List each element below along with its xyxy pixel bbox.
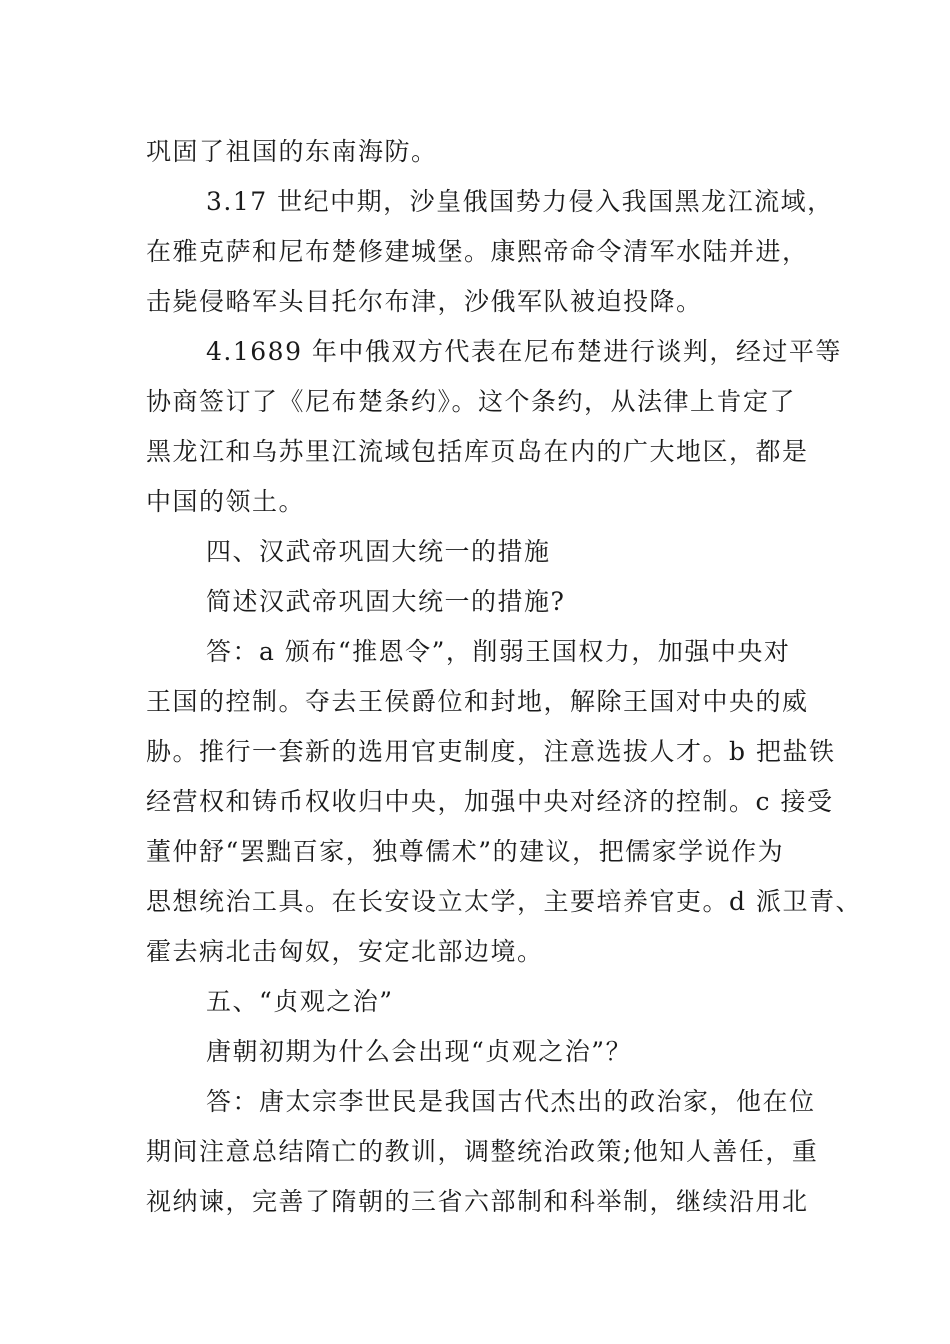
text-line: 视纳谏，完善了隋朝的三省六部制和科举制，继续沿用北 [146, 1187, 809, 1216]
text-line: 3.17 世纪中期，沙皇俄国势力侵入我国黑龙江流域， [206, 187, 834, 216]
text-line: 期间注意总结隋亡的教训，调整统治政策;他知人善任，重 [146, 1137, 819, 1166]
text-line: 黑龙江和乌苏里江流域包括库页岛在内的广大地区，都是 [146, 437, 809, 466]
text-line: 霍去病北击匈奴，安定北部边境。 [146, 937, 544, 966]
section-heading: 五、“贞观之治” [206, 987, 394, 1016]
text-line: 胁。推行一套新的选用官吏制度，注意选拔人才。b 把盐铁 [146, 737, 836, 766]
question-text: 唐朝初期为什么会出现“贞观之治”？ [206, 1037, 633, 1066]
text-line: 王国的控制。夺去王侯爵位和封地，解除王国对中央的威 [146, 687, 809, 716]
text-line: 击毙侵略军头目托尔布津，沙俄军队被迫投降。 [146, 287, 703, 316]
question-text: 简述汉武帝巩固大统一的措施? [206, 587, 566, 616]
text-line: 巩固了祖国的东南海防。 [146, 137, 438, 166]
text-line: 中国的领土。 [146, 487, 306, 516]
text-line: 在雅克萨和尼布楚修建城堡。康熙帝命令清军水陆并进， [146, 237, 809, 266]
text-line: 协商签订了《尼布楚条约》。这个条约，从法律上肯定了 [146, 387, 797, 416]
answer-text: 答：唐太宗李世民是我国古代杰出的政治家，他在位 [206, 1087, 816, 1116]
text-line: 4.1689 年中俄双方代表在尼布楚进行谈判，经过平等 [206, 337, 842, 366]
section-heading: 四、汉武帝巩固大统一的措施 [206, 537, 551, 566]
text-line: 经营权和铸币权收归中央，加强中央对经济的控制。c 接受 [146, 787, 834, 816]
text-line: 董仲舒“罢黜百家，独尊儒术”的建议，把儒家学说作为 [146, 837, 785, 866]
text-line: 思想统治工具。在长安设立太学，主要培养官吏。d 派卫青、 [146, 887, 862, 916]
answer-text: 答：a 颁布“推恩令”，削弱王国权力，加强中央对 [206, 637, 791, 666]
